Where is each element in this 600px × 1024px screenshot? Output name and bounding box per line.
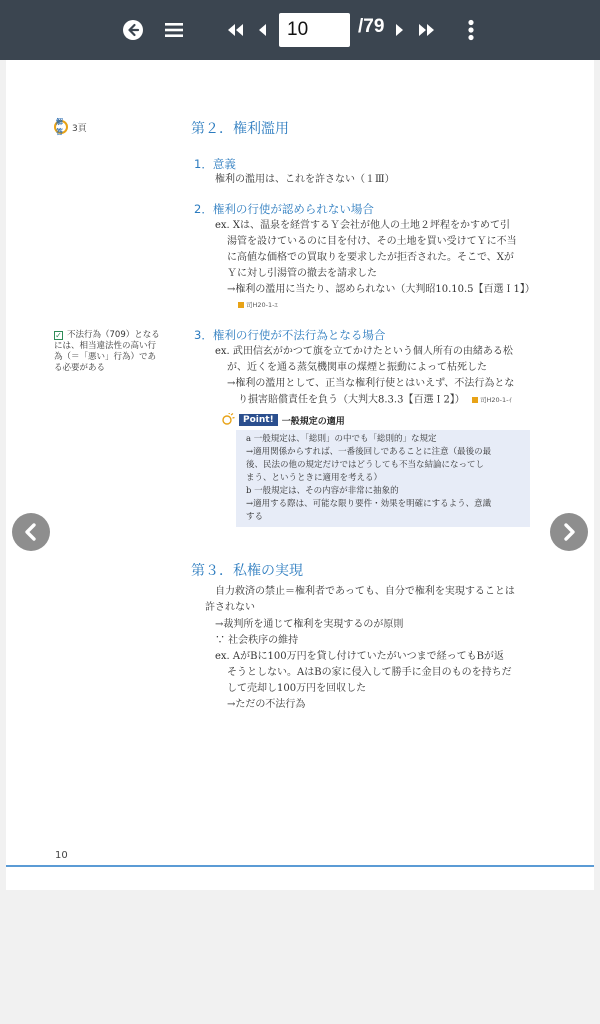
- subsection-3-line: →権利の濫用として、正当な権利行使とはいえず、不法行為とな: [227, 378, 515, 389]
- chevron-right-icon: [559, 522, 579, 542]
- prev-page-icon[interactable]: [258, 22, 268, 38]
- section-3-line: そうとしない。AはBの家に侵入して勝手に金目のものを持ちだ: [227, 667, 512, 678]
- subsection-3-line: が、近くを通る蒸気機関車の煤煙と振動によって枯死した: [227, 362, 487, 373]
- menu-icon[interactable]: [164, 20, 184, 40]
- page-number-input[interactable]: [279, 13, 350, 47]
- section-3-line: →ただの不法行為: [227, 699, 306, 710]
- subsection-2-line: ex. Xは、温泉を経営するＹ会社が他人の土地２坪程をかすめて引: [215, 220, 511, 231]
- footer-rule: [6, 865, 594, 867]
- subsection-2-line: Ｙに対し引湯管の撤去を請求した: [227, 268, 377, 279]
- chevron-left-icon: [21, 522, 41, 542]
- subsection-2-line: 湯管を設けているのに目を付け、その土地を買い受けてＹに不当: [227, 236, 517, 247]
- section-3-line: →裁判所を通じて権利を実現するのが原則: [215, 619, 404, 630]
- side-note: ✓ 不法行為（709）となる には、相当違法性の高い行 為（＝「悪い」行為）であ る必要がある: [54, 330, 160, 373]
- answer-mark-icon: 解答: [54, 120, 68, 134]
- point-badge: Point!: [239, 414, 278, 426]
- point-line: 後、民法の他の規定だけではどうしても不当な結論になってし: [246, 460, 485, 470]
- subsection-2-line: に高値な価格での買取りを要求したが拒否された。そこで、Xが: [227, 252, 514, 263]
- section-2-title: 第２．権利濫用: [191, 121, 289, 137]
- first-page-icon[interactable]: [226, 22, 244, 38]
- subsection-3-title: 3．権利の行使が不法行為となる場合: [194, 328, 386, 342]
- last-page-icon[interactable]: [418, 22, 436, 38]
- subsection-2-title: 2．権利の行使が認められない場合: [194, 202, 374, 216]
- next-page-arrow[interactable]: [550, 513, 588, 551]
- answer-reference: [54, 120, 87, 134]
- toolbar: [0, 0, 600, 60]
- point-header: [221, 413, 345, 427]
- next-page-icon[interactable]: [394, 22, 404, 38]
- point-line: →適用関係からすれば、一番後回しであることに注意（最後の最: [246, 447, 492, 457]
- back-arrow-icon[interactable]: [122, 19, 144, 41]
- subsection-3-line: ex. 武田信玄がかつて旗を立てかけたという個人所有の由緒ある松: [215, 346, 513, 357]
- subsection-2-line: →権利の濫用に当たり、認められない（大判昭10.10.5【百選Ｉ1】）: [227, 284, 535, 295]
- section-3-line: して売却し100万円を回収した: [227, 683, 367, 694]
- checkbox-icon: ✓: [55, 331, 62, 340]
- more-icon[interactable]: [466, 19, 476, 41]
- section-3-line: 自力救済の禁止＝権利者であっても、自分で権利を実現することは: [215, 586, 515, 597]
- lightbulb-icon: [221, 413, 235, 427]
- section-3-title: 第３．私権の実現: [191, 563, 303, 579]
- subsection-3-line: り損害賠償責任を負う（大判大8.3.3【百選Ｉ2】） 司H20-1-ｲ: [238, 392, 512, 409]
- prev-page-arrow[interactable]: [12, 513, 50, 551]
- subsection-1-text: 権利の濫用は、これを許さない（１Ⅲ）: [215, 174, 395, 185]
- answer-page: 3頁: [72, 123, 87, 134]
- exam-reference: 司H20-1-ｲ: [472, 392, 512, 408]
- point-line: →適用する際は、可能な限り要件・効果を明確にするよう、意識: [246, 499, 492, 509]
- section-3-line: ∵ 社会秩序の維持: [215, 635, 299, 646]
- exam-reference: 司H20-1-ｴ: [238, 300, 278, 311]
- page-total: /79: [358, 16, 385, 37]
- point-title: 一般規定の適用: [281, 416, 345, 427]
- point-line: する: [246, 512, 264, 522]
- point-line: b 一般規定は、その内容が非常に抽象的: [246, 486, 399, 496]
- subsection-1-title: 1．意義: [194, 157, 236, 171]
- section-3-line: ex. AがBに100万円を貸し付けていたがいつまで経ってもBが返: [215, 651, 504, 662]
- section-3-line: 許されない: [205, 602, 255, 613]
- point-line: まう、というときに適用を考える）: [246, 473, 383, 483]
- point-line: a 一般規定は、「総則」の中でも「総則的」な規定: [246, 434, 437, 444]
- page-number: 10: [55, 850, 68, 861]
